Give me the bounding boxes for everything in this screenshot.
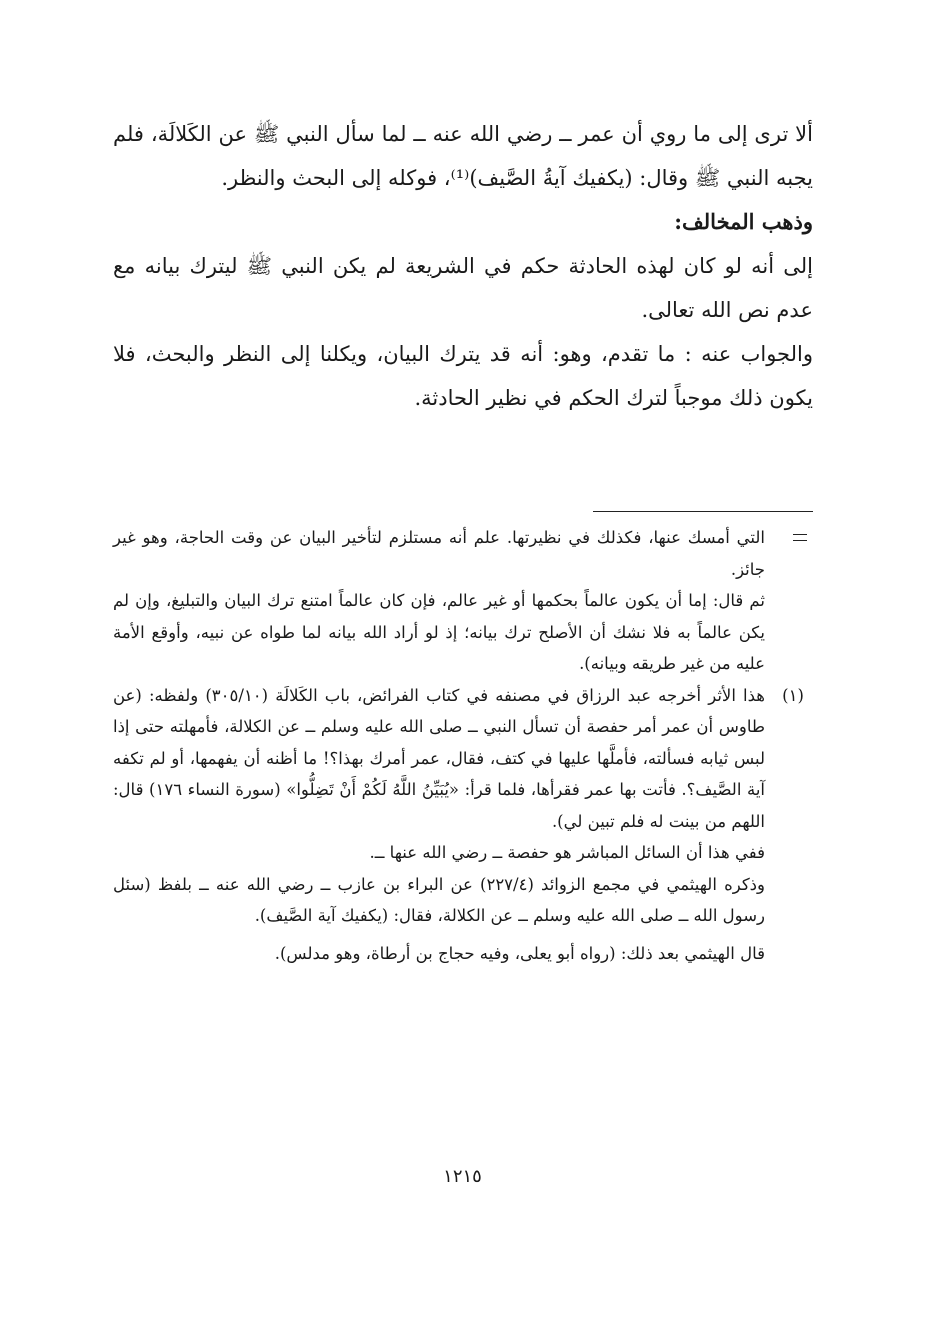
footnote-marker: (١)	[782, 685, 804, 705]
footnote-separator	[593, 511, 813, 512]
footnotes	[113, 522, 813, 969]
footnote-text: قال الهيثمي بعد ذلك: (رواه أبو يعلى، وفيه حجاج بن أرطاة، وهو مدلس).	[274, 943, 765, 963]
footnote-text: وذكره الهيثمي في مجمع الزوائد (٢٢٧/٤) عن البراء بن عازب ــ رضي الله عنه ــ بلفظ (سئل رسول الله ــ صلى الله عليه وسلم ــ عن الكلالة، فقال: (يكفيك آية الصَّيف).	[113, 874, 765, 925]
continuation-mark-icon	[793, 534, 807, 546]
paragraph: والجواب عنه : ما تقدم، وهو: أنه قد يترك البيان، ويكلنا إلى النظر والبحث، فلا يكون ذلك موجباً لترك الحكم في نظير الحادثة.	[113, 342, 813, 410]
footnote-continuation	[113, 522, 813, 680]
section-heading: وذهب المخالف:	[674, 209, 813, 234]
footnote-text: ثم قال: إما أن يكون عالماً بحكمها أو غير عالم، فإن كان عالماً امتنع ترك البيان والتبليغ، وإن لم يكن عالماً به فلا نشك أن الأصلح ترك بيانه؛ إذ لو أراد الله بيانه لما طواه عن نبيه، وأوقع الأمة عليه من غير طريقه وبيانه).	[113, 591, 765, 673]
main-text	[113, 112, 813, 420]
page-number: ١٢١٥	[443, 1166, 482, 1187]
paragraph: إلى أنه لو كان لهذه الحادثة حكم في الشريعة لم يكن النبي ﷺ ليترك بيانه مع عدم نص الله تعالى.	[113, 254, 813, 322]
footnote-1	[113, 680, 813, 970]
paragraph: ألا ترى إلى ما روي أن عمر ــ رضي الله عنه ــ لما سأل النبي ﷺ عن الكَلالَة، فلم يجبه النبي ﷺ وقال: (يكفيك آيةُ الصَّيف)⁽¹⁾، فوكله إلى البحث والنظر.	[113, 122, 813, 190]
footnote-text: هذا الأثر أخرجه عبد الرزاق في مصنفه في كتاب الفرائض، باب الكَلالَة (٣٠٥/١٠) ولفظه: (عن طاوس أن عمر أمر حفصة أن تسأل النبي ــ صلى الله عليه وسلم ــ عن الكلالة، فأمهلته حتى إذا لبس ثيابه فسألته، فأملَّها عليها في كتف، فقال، عمر أمرك بهذا؟! ما أظنه أن يفهمها، أو لم تكفه آية الصَّيف؟. فأتت بها عمر فقرأها، فلما قرأ: «يُبَيِّنُ اللَّهُ لَكُمْ أَنْ تَضِلُّوا» (سورة النساء ١٧٦) قال: اللهم من بينت له فلم تبين لي).	[113, 685, 765, 831]
footnote-text: ففي هذا أن السائل المباشر هو حفصة ــ رضي الله عنها ــ.	[369, 843, 765, 862]
footnote-text: التي أمسك عنها، فكذلك في نظيرتها. علم أنه مستلزم لتأخير البيان عن وقت الحاجة، وهو غير جائز.	[113, 528, 765, 579]
